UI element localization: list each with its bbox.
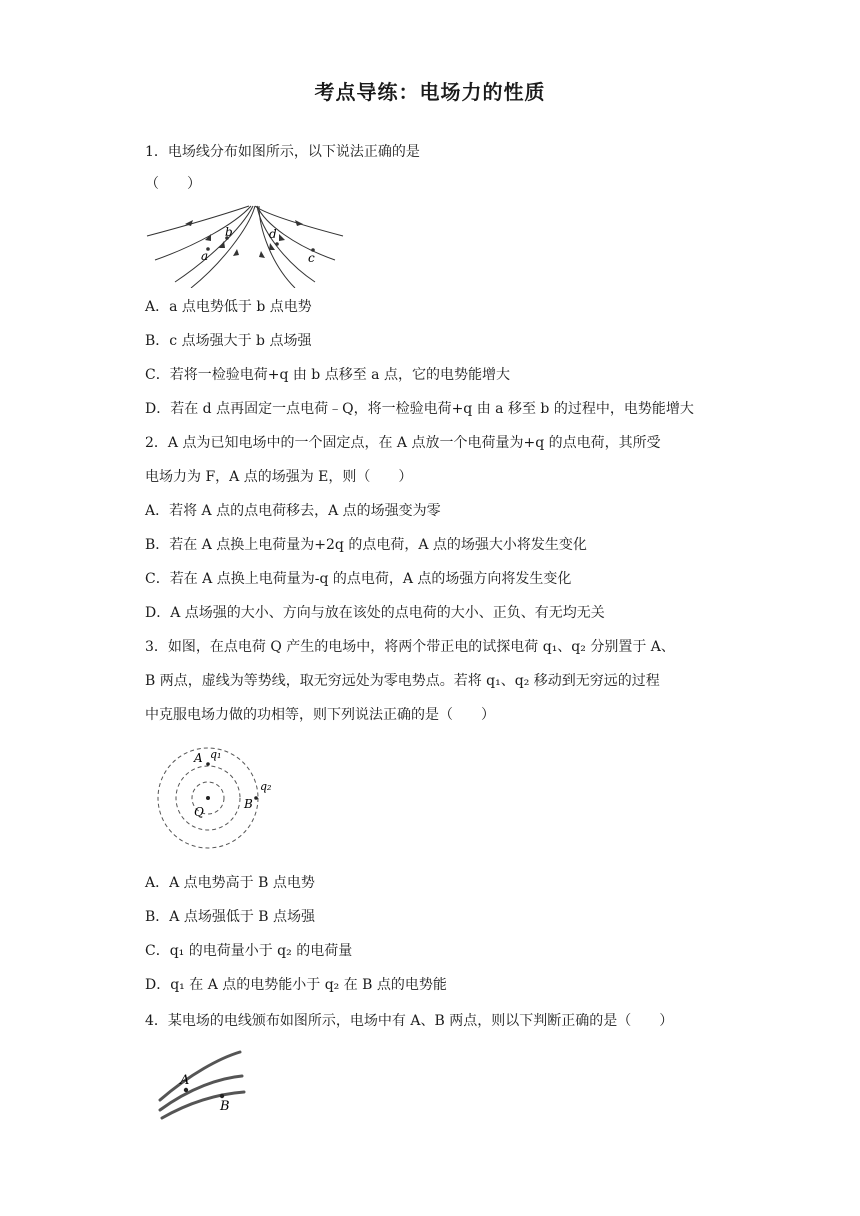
q3-option-b: B．A 点场强低于 B 点场强 (145, 909, 316, 925)
q3-option-d: D．q₁ 在 A 点的电势能小于 q₂ 在 B 点的电势能 (145, 977, 447, 993)
q3-equipotential-figure (150, 738, 280, 862)
q2-option-c: C．若在 A 点换上电荷量为-q 的点电荷，A 点的场强方向将发生变化 (145, 571, 572, 587)
q1-option-a: A．a 点电势低于 b 点电势 (145, 299, 312, 315)
q2-stem-line1: 2．A 点为已知电场中的一个固定点，在 A 点放一个电荷量为+q 的点电荷，其所受 (145, 435, 661, 451)
q2-option-b: B．若在 A 点换上电荷量为+2q 的点电荷，A 点的场强大小将发生变化 (145, 537, 587, 553)
q3-label-q2: q₂ (260, 780, 272, 793)
q3-stem-line1: 3．如图，在点电荷 Q 产生的电场中，将两个带正电的试探电荷 q₁、q₂ 分别置于 A、 (145, 639, 675, 655)
q1-label-c: c (308, 251, 315, 265)
q1-label-b: b (225, 225, 233, 239)
q1-field-lines-figure (145, 204, 345, 288)
q4-field-lines-figure (150, 1044, 260, 1124)
q1-paren: （ ） (145, 176, 201, 192)
q2-stem-line2: 电场力为 F，A 点的场强为 E，则（ ） (145, 469, 413, 485)
q4-stem: 4．某电场的电线颁布如图所示，电场中有 A、B 两点，则以下判断正确的是（ ） (145, 1013, 674, 1029)
q1-option-b: B．c 点场强大于 b 点场强 (145, 333, 312, 349)
q3-option-c: C．q₁ 的电荷量小于 q₂ 的电荷量 (145, 943, 353, 959)
q3-stem-line2: B 两点，虚线为等势线，取无穷远处为零电势点。若将 q₁、q₂ 移动到无穷远的过程 (145, 673, 660, 689)
q1-option-c: C．若将一检验电荷+q 由 b 点移至 a 点，它的电势能增大 (145, 367, 510, 383)
q4-label-A: A (180, 1073, 190, 1088)
q2-option-d: D．A 点场强的大小、方向与放在该处的点电荷的大小、正负、有无均无关 (145, 605, 605, 621)
q1-label-d: d (269, 227, 277, 241)
q3-option-a: A．A 点电势高于 B 点电势 (145, 875, 315, 891)
page-title: 考点导练：电场力的性质 (314, 80, 546, 104)
q1-label-a: a (201, 249, 209, 263)
q3-stem-line3: 中克服电场力做的功相等，则下列说法正确的是（ ） (145, 707, 495, 723)
q3-label-B: B (244, 797, 253, 811)
q2-option-a: A．若将 A 点的点电荷移去，A 点的场强变为零 (145, 503, 441, 519)
q4-label-B: B (220, 1099, 230, 1114)
q3-label-A: A (194, 751, 203, 765)
q1-stem: 1．电场线分布如图所示，以下说法正确的是 (145, 144, 420, 160)
q3-label-Q: Q (194, 805, 204, 819)
q1-option-d: D．若在 d 点再固定一点电荷﹣Q，将一检验电荷+q 由 a 移至 b 的过程中，电势能增大 (145, 401, 694, 417)
q3-label-q1: q₁ (210, 748, 222, 761)
